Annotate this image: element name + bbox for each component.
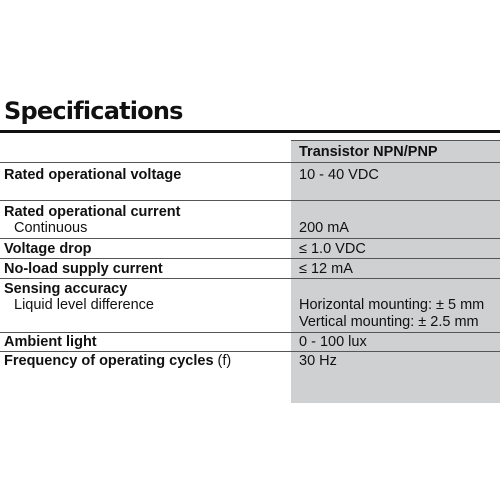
row-value-frequency: 30 Hz [299, 353, 337, 369]
row-sublabel-liquid-level: Liquid level difference [14, 297, 154, 313]
row-rule [0, 258, 500, 259]
column-header: Transistor NPN/PNP [299, 144, 438, 160]
frequency-label-suffix: (f) [217, 353, 232, 369]
row-rule [0, 351, 500, 352]
row-sublabel-continuous: Continuous [14, 220, 88, 236]
row-label-voltage-drop: Voltage drop [4, 241, 92, 257]
row-value-horizontal-mounting: Horizontal mounting: ± 5 mm [299, 297, 485, 313]
page-title: Specifications [4, 97, 183, 125]
row-rule [0, 200, 500, 201]
row-label-sensing-accuracy: Sensing accuracy [4, 281, 128, 297]
row-label-frequency [4, 353, 231, 369]
row-value-ambient-light: 0 - 100 lux [299, 334, 367, 350]
row-rule [0, 332, 500, 333]
row-rule [0, 238, 500, 239]
row-label-ambient-light: Ambient light [4, 334, 97, 350]
column-top-rule [291, 140, 500, 141]
row-label-rated-voltage: Rated operational voltage [4, 167, 182, 183]
title-rule [0, 130, 500, 133]
header-rule [0, 162, 500, 163]
row-label-no-load-current: No-load supply current [4, 261, 163, 277]
row-value-rated-current: 200 mA [299, 220, 349, 236]
row-label-rated-current: Rated operational current [4, 204, 181, 220]
frequency-label-text: Frequency of operating cycles [4, 353, 214, 369]
row-value-no-load-current: ≤ 12 mA [299, 261, 353, 277]
row-value-rated-voltage: 10 - 40 VDC [299, 167, 379, 183]
row-value-vertical-mounting: Vertical mounting: ± 2.5 mm [299, 314, 479, 330]
row-rule [0, 278, 500, 279]
row-value-voltage-drop: ≤ 1.0 VDC [299, 241, 366, 257]
